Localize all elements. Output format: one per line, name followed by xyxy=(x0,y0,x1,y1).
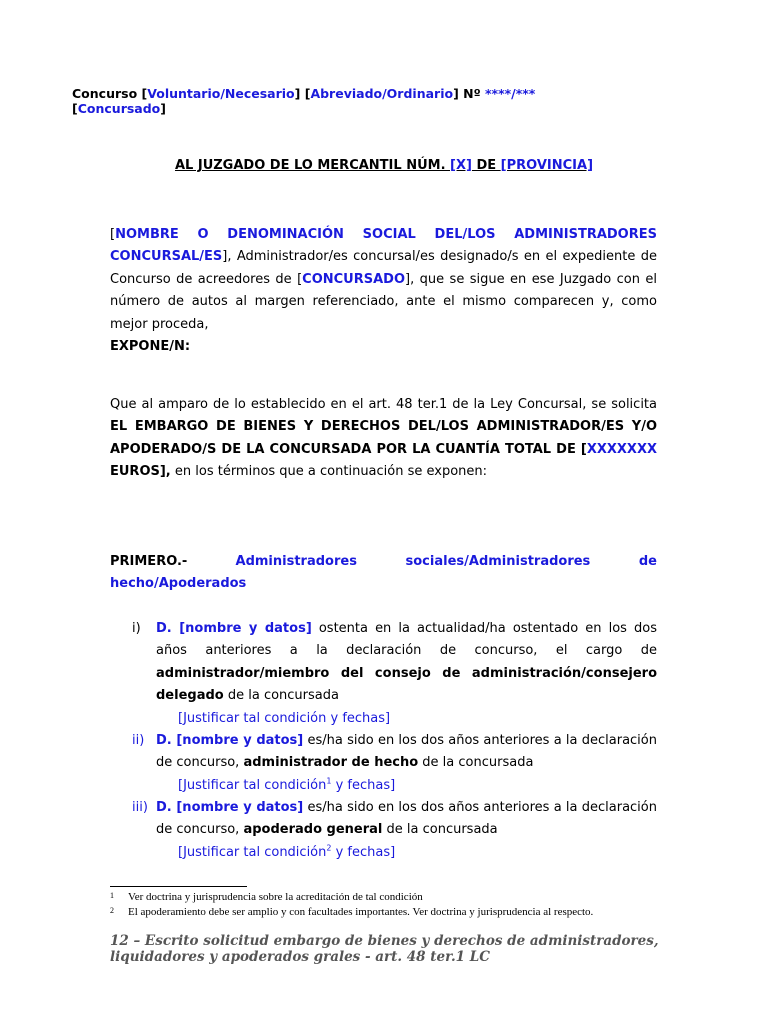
expone-label: EXPONE/N: xyxy=(110,339,191,355)
cargo-bold: apoderado general xyxy=(243,822,383,838)
placeholder-numero: ****/*** xyxy=(485,86,536,101)
list-item-number: iii) xyxy=(132,800,148,815)
request-bold-text: EUROS], xyxy=(110,464,171,480)
text-fragment: ] xyxy=(160,101,166,116)
list-item xyxy=(110,618,657,730)
placeholder-nombre: D. [nombre y datos] xyxy=(156,733,304,748)
placeholder-nombre: D. [nombre y datos] xyxy=(156,800,304,815)
placeholder-tipo: Voluntario/Necesario xyxy=(147,86,295,101)
footnote-ref[interactable]: 2 xyxy=(326,843,332,853)
text-fragment: AL JUZGADO DE LO MERCANTIL NÚM. xyxy=(174,158,451,173)
text-fragment: [ xyxy=(72,101,78,116)
justificar-note xyxy=(178,708,657,730)
placeholder-concursado: CONCURSADO xyxy=(302,271,406,287)
placeholder-juzgado-num: [X] xyxy=(450,158,472,173)
text-fragment: [Justificar tal condición xyxy=(178,844,327,860)
footnote-ref[interactable]: 1 xyxy=(326,776,332,786)
intro-paragraph xyxy=(110,224,657,358)
list-item-text xyxy=(156,618,657,708)
list-item xyxy=(110,730,657,797)
text-fragment: Que al amparo de lo establecido en el art. 48 ter.1 de la Ley Concursal, se solicita xyxy=(110,397,657,412)
text-fragment: Concurso [ xyxy=(72,86,148,101)
text-fragment: ] Nº xyxy=(453,86,486,101)
text-fragment: de la concursada xyxy=(418,755,534,771)
footnote-text: Ver doctrina y jurisprudencia sobre la acreditación de tal condición xyxy=(128,891,423,903)
page-footer: 12 – Escrito solicitud embargo de bienes y derechos de administradores, liquidadores y apoderados grales - art. 48 ter.1 LC xyxy=(110,933,659,965)
placeholder-nombre: D. [nombre y datos] xyxy=(156,621,312,636)
primero-title: Administradores sociales/Administradores de hecho/Apoderados xyxy=(110,554,658,592)
request-bold-text: EL EMBARGO DE BIENES Y DERECHOS DEL/LOS ADMINISTRADOR/ES Y/O APODERADO/S DE LA CONCURSADA POR LA CUANTÍA TOTAL DE [ xyxy=(110,419,657,457)
text-fragment: de la concursada xyxy=(382,822,498,838)
list-item-text xyxy=(156,730,657,775)
text-fragment: y fechas] xyxy=(331,844,396,860)
text-fragment: es/ha sido en los dos años anteriores a la declaración de concurso, xyxy=(156,800,657,838)
text-fragment: ostenta en la actualidad/ha ostentado en los dos años anteriores a la declaración de concurso, el cargo de xyxy=(156,621,657,659)
text-fragment: [ xyxy=(110,227,116,242)
list-item-number: ii) xyxy=(132,733,145,748)
text-fragment: DE xyxy=(471,158,501,173)
placeholder-cuantia: XXXXXXX xyxy=(586,441,657,457)
case-header xyxy=(72,86,535,116)
request-paragraph xyxy=(110,394,657,484)
footnote-number: 2 xyxy=(110,906,114,915)
text-fragment: [Justificar tal condición y fechas] xyxy=(178,710,391,726)
court-heading xyxy=(72,158,696,173)
justificar-note xyxy=(178,842,657,864)
footnote-text: El apoderamiento debe ser amplio y con facultades importantes. Ver doctrina y jurisprudencia al respecto. xyxy=(128,906,594,918)
text-fragment: ], que se sigue en ese Juzgado con el número de autos al margen referenciado, ante el mismo comparecen y, como mejor proceda, xyxy=(110,271,657,332)
footnote-number: 1 xyxy=(110,891,114,900)
primero-label: PRIMERO.- xyxy=(110,554,188,569)
spacer xyxy=(110,573,657,574)
text-fragment: de la concursada xyxy=(223,688,339,704)
cargo-bold: administrador de hecho xyxy=(243,755,419,771)
footnote xyxy=(110,891,657,904)
text-fragment: [Justificar tal condición xyxy=(178,777,327,793)
list-item xyxy=(110,797,657,864)
placeholder-administradores: NOMBRE O DENOMINACIÓN SOCIAL DEL/LOS ADMINISTRADORES CONCURSAL/ES xyxy=(110,227,657,265)
footnote-separator xyxy=(110,886,247,887)
placeholder-provincia: [PROVINCIA] xyxy=(500,158,594,173)
case-header-line-1 xyxy=(72,86,535,101)
cargo-bold: administrador/miembro del consejo de administración/consejero delegado xyxy=(156,665,657,704)
list-item-text xyxy=(156,797,657,842)
text-fragment: ], Administrador/es concursal/es designado/s en el expediente de Concurso de acreedores de [ xyxy=(110,249,657,287)
text-fragment: y fechas] xyxy=(331,777,396,793)
footnote xyxy=(110,906,657,919)
list-item-number: i) xyxy=(132,621,141,636)
placeholder-procedimiento: Abreviado/Ordinario xyxy=(310,86,454,101)
text-fragment: ] [ xyxy=(294,86,311,101)
case-header-line-2 xyxy=(72,101,535,116)
justificar-note xyxy=(178,775,657,797)
text-fragment: en los términos que a continuación se exponen: xyxy=(170,464,488,480)
text-fragment: es/ha sido en los dos años anteriores a la declaración de concurso, xyxy=(156,733,657,771)
placeholder-concursado: Concursado xyxy=(77,101,161,116)
